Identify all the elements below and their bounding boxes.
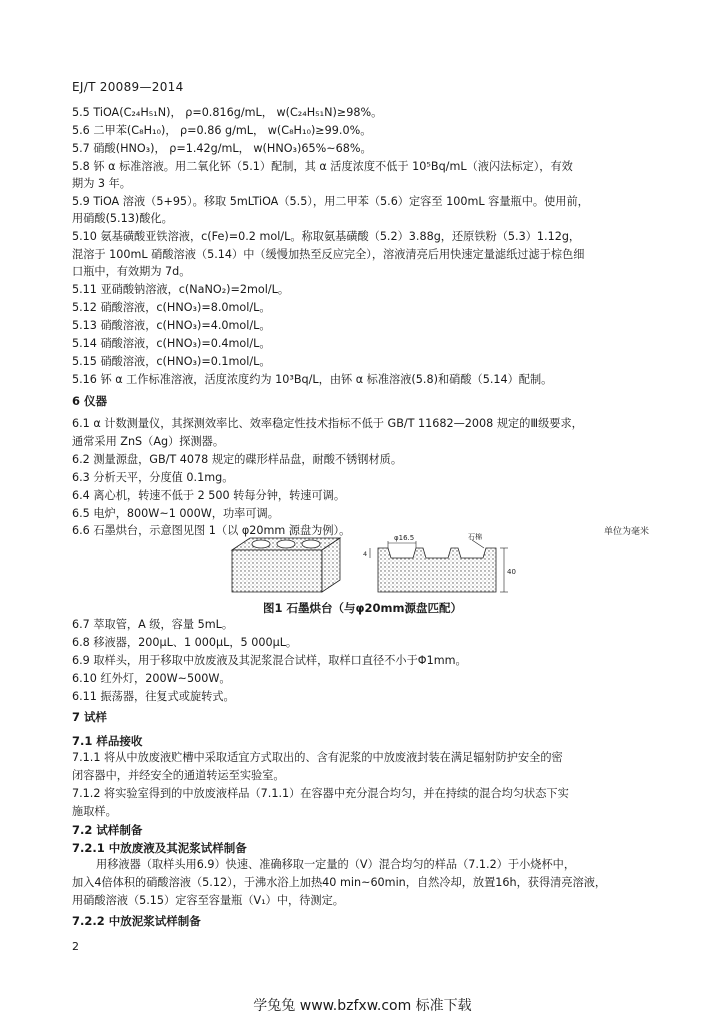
clause-6-1: 6.1 α 计数测量仪，其探测效率比、效率稳定性技术指标不低于 GB/T 11682—2008 规定的Ⅲ级要求，	[72, 417, 583, 430]
clause-7-1-1-cont: 闭容器中，并经安全的通道转运至实验室。	[72, 769, 285, 782]
clause-5-10-cont-2: 口瓶中，有效期为 7d。	[72, 265, 191, 278]
clause-5-6: 5.6 二甲苯(C₈H₁₀)， ρ=0.86 g/mL， w(C₈H₁₀)≥99.0%。	[72, 124, 372, 137]
clause-6-7: 6.7 萃取管，A 级，容量 5mL。	[72, 618, 234, 631]
clause-5-13: 5.13 硝酸溶液，c(HNO₃)=4.0mol/L。	[72, 319, 271, 332]
clause-5-15: 5.15 硝酸溶液，c(HNO₃)=0.1mol/L。	[72, 355, 271, 368]
cross-section-drawing	[363, 532, 516, 592]
clause-6-2: 6.2 测量源盘，GB/T 4078 规定的碟形样品盘，耐酸不锈钢材质。	[72, 453, 403, 466]
isometric-block-drawing	[232, 538, 340, 592]
clause-6-4: 6.4 离心机，转速不低于 2 500 转每分钟，转速可调。	[72, 489, 346, 502]
subsection-7-1-heading: 7.1 样品接收	[72, 734, 143, 748]
subsection-7-2-heading: 7.2 试样制备	[72, 823, 143, 837]
clause-5-10-cont-1: 混溶于 100mL 硝酸溶液（5.14）中（缓慢加热至反应完全），溶液清亮后用快速定量滤纸过滤于棕色细	[72, 248, 585, 261]
clause-6-9: 6.9 取样头，用于移取中放废液及其泥浆混合试样，取样口直径不小于Φ1mm。	[72, 654, 467, 667]
clause-5-8-cont: 期为 3 年。	[72, 177, 131, 190]
standard-code-header: EJ/T 20089—2014	[72, 80, 184, 94]
para-7-2-1-line-1: 用移液器（取样头用6.9）快速、准确移取一定量的（V）混合均匀的样品（7.1.2）于小烧杯中，	[96, 858, 576, 871]
clause-5-9-cont: 用硝酸(5.13)酸化。	[72, 212, 173, 225]
clause-7-1-1: 7.1.1 将从中放废液贮槽中采取适宜方式取出的、含有泥浆的中放废液封装在满足辐射防护安全的密	[72, 751, 563, 764]
clause-5-12: 5.12 硝酸溶液，c(HNO₃)=8.0mol/L。	[72, 301, 271, 314]
clause-5-8: 5.8 钚 α 标准溶液。用二氧化钚（5.1）配制，其 α 活度浓度不低于 10⁵Bq/mL（液闪法标定），有效	[72, 160, 573, 173]
subsection-7-2-1-heading: 7.2.1 中放废液及其泥浆试样制备	[72, 841, 247, 855]
height-dimension: 40	[507, 568, 516, 576]
para-7-2-1-line-2: 加入4倍体积的硝酸溶液（5.12），于沸水浴上加热40 min~60min，自然冷却，放置16h，获得清亮溶液，	[72, 876, 607, 889]
clause-5-16: 5.16 钚 α 工作标准溶液，活度浓度约为 10³Bq/L，由钚 α 标准溶液(5.8)和硝酸（5.14）配制。	[72, 373, 553, 386]
depth-dimension: 4	[363, 550, 368, 558]
section-6-heading: 6 仪器	[72, 394, 108, 408]
clause-5-14: 5.14 硝酸溶液，c(HNO₃)=0.4mol/L。	[72, 337, 271, 350]
clause-5-10: 5.10 氨基磺酸亚铁溶液，c(Fe)=0.2 mol/L。称取氨基磺酸（5.2）3.88g，还原铁粉（5.3）1.12g，	[72, 230, 581, 243]
clause-6-8: 6.8 移液器，200μL、1 000μL，5 000μL。	[72, 636, 298, 649]
clause-7-1-2-cont: 施取样。	[72, 805, 117, 818]
clause-5-11: 5.11 亚硝酸钠溶液，c(NaNO₂)=2mol/L。	[72, 283, 290, 296]
section-7-heading: 7 试样	[72, 710, 108, 724]
para-7-2-1-line-3: 用硝酸溶液（5.15）定容至容量瓶（V₁）中，待测定。	[72, 894, 344, 907]
figure-1-caption: 图1 石墨烘台（与φ20mm源盘匹配）	[263, 601, 462, 615]
clause-5-5: 5.5 TiOA(C₂₄H₅₁N)， ρ=0.816g/mL， w(C₂₄H₅₁N)≥98%。	[72, 106, 383, 119]
clause-6-3: 6.3 分析天平，分度值 0.1mg。	[72, 471, 234, 484]
clause-6-10: 6.10 红外灯，200W~500W。	[72, 672, 231, 685]
clause-5-9: 5.9 TiOA 溶液（5+95）。移取 5mLTiOA（5.5），用二甲苯（5.6）定容至 100mL 容量瓶中。使用前，	[72, 195, 589, 208]
clause-7-1-2: 7.1.2 将实验室得到的中放废液样品（7.1.1）在容器中充分混合均匀，并在持续的混合均匀状态下实	[72, 787, 569, 800]
clause-5-7: 5.7 硝酸(HNO₃)， ρ=1.42g/mL， w(HNO₃)65%~68%。	[72, 142, 372, 155]
unit-note: 单位为毫米	[604, 527, 650, 537]
watermark-footer: 学兔兔 www.bzfxw.com 标准下载	[253, 998, 472, 1014]
material-label: 石棉	[468, 533, 482, 541]
clause-6-5: 6.5 电炉，800W~1 000W，功率可调。	[72, 507, 279, 520]
diameter-dimension: φ16.5	[394, 534, 415, 542]
subsection-7-2-2-heading: 7.2.2 中放泥浆试样制备	[72, 914, 201, 928]
clause-6-1-cont: 通常采用 ZnS（Ag）探测器。	[72, 435, 225, 448]
clause-6-11: 6.11 振荡器，往复式或旋转式。	[72, 690, 235, 703]
figure-1-graphite-hotplate	[228, 530, 528, 600]
clause-6-6: 6.6 石墨烘台，示意图见图 1（以 φ20mm 源盘为例）。	[72, 524, 351, 537]
page-number: 2	[72, 940, 79, 953]
